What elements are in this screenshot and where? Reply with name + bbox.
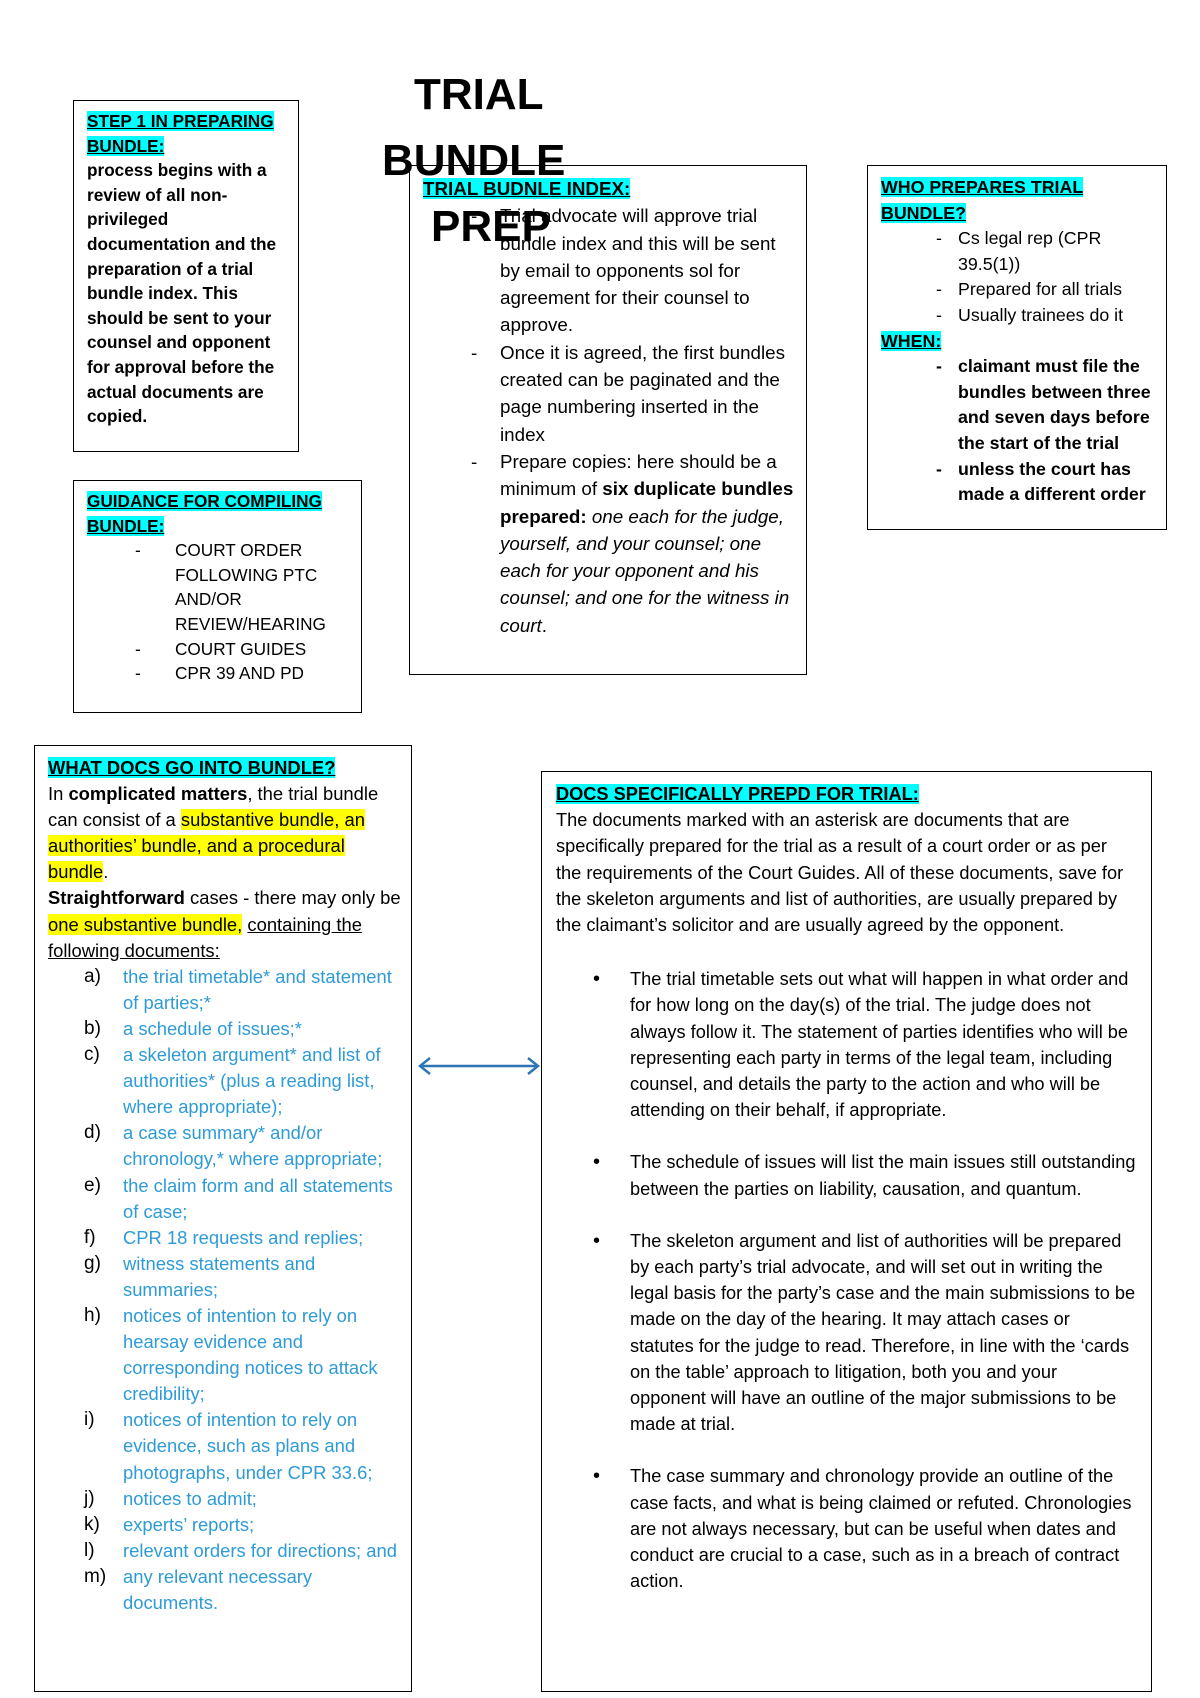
list-marker: k)	[84, 1513, 100, 1535]
title-line-3: PREP	[431, 202, 551, 251]
list-item: - Cs legal rep (CPR 39.5(1))	[881, 226, 1156, 277]
list-item	[48, 1564, 401, 1616]
list-item-text: any relevant necessary documents.	[123, 1565, 313, 1613]
list-marker: m)	[84, 1565, 107, 1587]
guidance-box	[73, 480, 362, 713]
docs-intro: The documents marked with an asterisk are documents that are specifically prepared for the trial as a result of a court order or as per the requirements of the Court Guides. All of these documents, save for the skeleton arguments and list of authorities, are usually prepared by the claimant’s solicitor and are usually agreed by the opponent.	[556, 810, 1124, 936]
step1-box	[73, 100, 299, 452]
list-item: • The skeleton argument and list of authorities will be prepared by each party’s trial advocate, and will set out in writing the legal basis for the party’s case and the main submissions to be made on the day of the hearing. It may attach cases or statutes for the judge to read. Therefore, in line with the ‘cards on the table’ approach to litigation, both you and your opponent will have an outline of the major submissions to be made at trial.	[556, 1228, 1137, 1438]
what-p2-c: one substantive bundle,	[48, 913, 243, 935]
list-item-text: CPR 18 requests and replies;	[123, 1226, 364, 1248]
list-marker: e)	[84, 1174, 101, 1196]
list-marker: b)	[84, 1017, 101, 1039]
list-item: - Trial advocate will approve trial bundle index and this will be sent by email to opponents sol for agreement for their counsel to approve.	[423, 202, 794, 338]
list-item: - unless the court has made a different order	[881, 457, 1156, 508]
list-item: • The schedule of issues will list the main issues still outstanding between the parties on liability, causation, and quantum.	[556, 1149, 1137, 1201]
index-item3-b: six duplicate bundles prepared:	[500, 478, 794, 527]
what-p2-e: containing the following documents:	[48, 913, 362, 961]
list-item	[48, 1225, 401, 1251]
index-list	[423, 202, 794, 639]
list-item-text: relevant orders for directions; and	[123, 1539, 397, 1561]
step1-body: process begins with a review of all non-privileged documentation and the preparation of a trial bundle index. This should be sent to your counsel and opponent for approval before the actual documents are copied.	[87, 160, 277, 427]
list-item	[48, 1303, 401, 1407]
list-marker: g)	[84, 1252, 101, 1274]
what-p1-d: substantive bundle, an authorities’ bundle, and a procedural bundle	[48, 809, 365, 883]
list-marker: d)	[84, 1122, 101, 1144]
list-marker: i)	[84, 1409, 95, 1431]
list-item	[48, 1120, 401, 1172]
list-item-text: witness statements and summaries;	[123, 1252, 316, 1300]
title-line-1: TRIAL	[414, 70, 544, 119]
what-heading: WHAT DOCS GO INTO BUNDLE?	[48, 757, 336, 778]
what-p1-e: .	[103, 861, 109, 883]
double-headed-arrow-icon	[414, 1056, 544, 1076]
step1-heading: STEP 1 IN PREPARING BUNDLE:	[87, 111, 274, 156]
list-item-text: a skeleton argument* and list of authorities* (plus a reading list, where appropriate);	[123, 1044, 381, 1118]
list-item: - CPR 39 AND PD	[87, 661, 351, 686]
list-item: - COURT GUIDES	[87, 637, 351, 662]
what-docs-list	[48, 964, 401, 1616]
page-title	[382, 62, 566, 260]
docs-heading: DOCS SPECIFICALLY PREPD FOR TRIAL:	[556, 784, 919, 804]
list-item	[48, 1538, 401, 1564]
list-item	[48, 1486, 401, 1512]
index-item3-a: Prepare copies: here should be a minimum of	[500, 450, 777, 500]
who-prepares-box	[867, 165, 1167, 530]
when-list	[881, 354, 1156, 508]
index-item3-d: .	[541, 614, 547, 636]
who-list	[881, 226, 1156, 328]
list-item-text: experts’ reports;	[123, 1513, 255, 1535]
list-item: - COURT ORDER FOLLOWING PTC AND/OR REVIEW/HEARING	[87, 538, 351, 636]
what-p1-b: complicated matters	[68, 783, 248, 805]
what-docs-box	[34, 745, 412, 1692]
what-p1-c: , the trial bundle can consist of a	[48, 783, 379, 831]
list-item-text: a case summary* and/or chronology,* where appropriate;	[123, 1122, 383, 1170]
list-item	[48, 1512, 401, 1538]
list-marker: c)	[84, 1044, 100, 1066]
list-item-text: notices of intention to rely on hearsay evidence and corresponding notices to attack credibility;	[123, 1304, 378, 1405]
what-p2-b: cases - there may only be	[184, 887, 401, 909]
list-item: - Once it is agreed, the first bundles created can be paginated and the page numbering inserted in the index	[423, 339, 794, 448]
docs-prepared-box	[541, 771, 1152, 1692]
list-item-text: the trial timetable* and statement of parties;*	[123, 965, 392, 1013]
list-item: - Usually trainees do it	[881, 303, 1156, 329]
list-item	[48, 964, 401, 1016]
list-item: • The case summary and chronology provide an outline of the case facts, and what is being claimed or refuted. Chronologies are not always necessary, but can be useful when dates and conduct are crucial to a case, such as in a breach of contract action.	[556, 1463, 1137, 1594]
list-item-text: notices to admit;	[123, 1487, 257, 1509]
list-marker: a)	[84, 965, 101, 987]
who-heading: WHO PREPARES TRIAL BUNDLE?	[881, 177, 1084, 223]
index-heading: TRIAL BUDNLE INDEX:	[423, 178, 631, 199]
list-item-text: the claim form and all statements of case;	[123, 1174, 393, 1222]
list-marker: j)	[84, 1487, 95, 1509]
list-item-text: a schedule of issues;*	[123, 1017, 302, 1039]
list-item: - claimant must file the bundles between three and seven days before the start of the trial	[881, 354, 1156, 456]
list-item	[48, 1251, 401, 1303]
guidance-heading: GUIDANCE FOR COMPILING BUNDLE:	[87, 491, 322, 536]
when-heading: WHEN:	[881, 330, 942, 351]
index-item3-c: one each for the judge, yourself, and your counsel; one each for your opponent and his counsel; and one for the witness in court	[500, 505, 790, 636]
list-marker: l)	[84, 1539, 95, 1561]
list-item	[48, 1173, 401, 1225]
list-item	[48, 1016, 401, 1042]
list-item	[423, 448, 794, 639]
list-item	[48, 1407, 401, 1485]
guidance-list	[87, 538, 351, 686]
title-line-2: BUNDLE	[382, 136, 566, 185]
docs-bullet-list	[556, 966, 1137, 1594]
list-marker: f)	[84, 1226, 96, 1248]
what-p1-a: In	[48, 783, 69, 805]
list-item: • The trial timetable sets out what will happen in what order and for how long on the day(s) of the trial. The judge does not always follow it. The statement of parties identifies who will be representing each party in terms of the legal team, including counsel, and details the party to the action and who will be attending on their behalf, if appropriate.	[556, 966, 1137, 1123]
list-item-text: notices of intention to rely on evidence, such as plans and photographs, under CPR 33.6;	[123, 1409, 373, 1483]
list-item	[48, 1042, 401, 1120]
list-marker: h)	[84, 1304, 101, 1326]
what-p2-a: Straightforward	[48, 887, 185, 909]
list-item: - Prepared for all trials	[881, 277, 1156, 303]
